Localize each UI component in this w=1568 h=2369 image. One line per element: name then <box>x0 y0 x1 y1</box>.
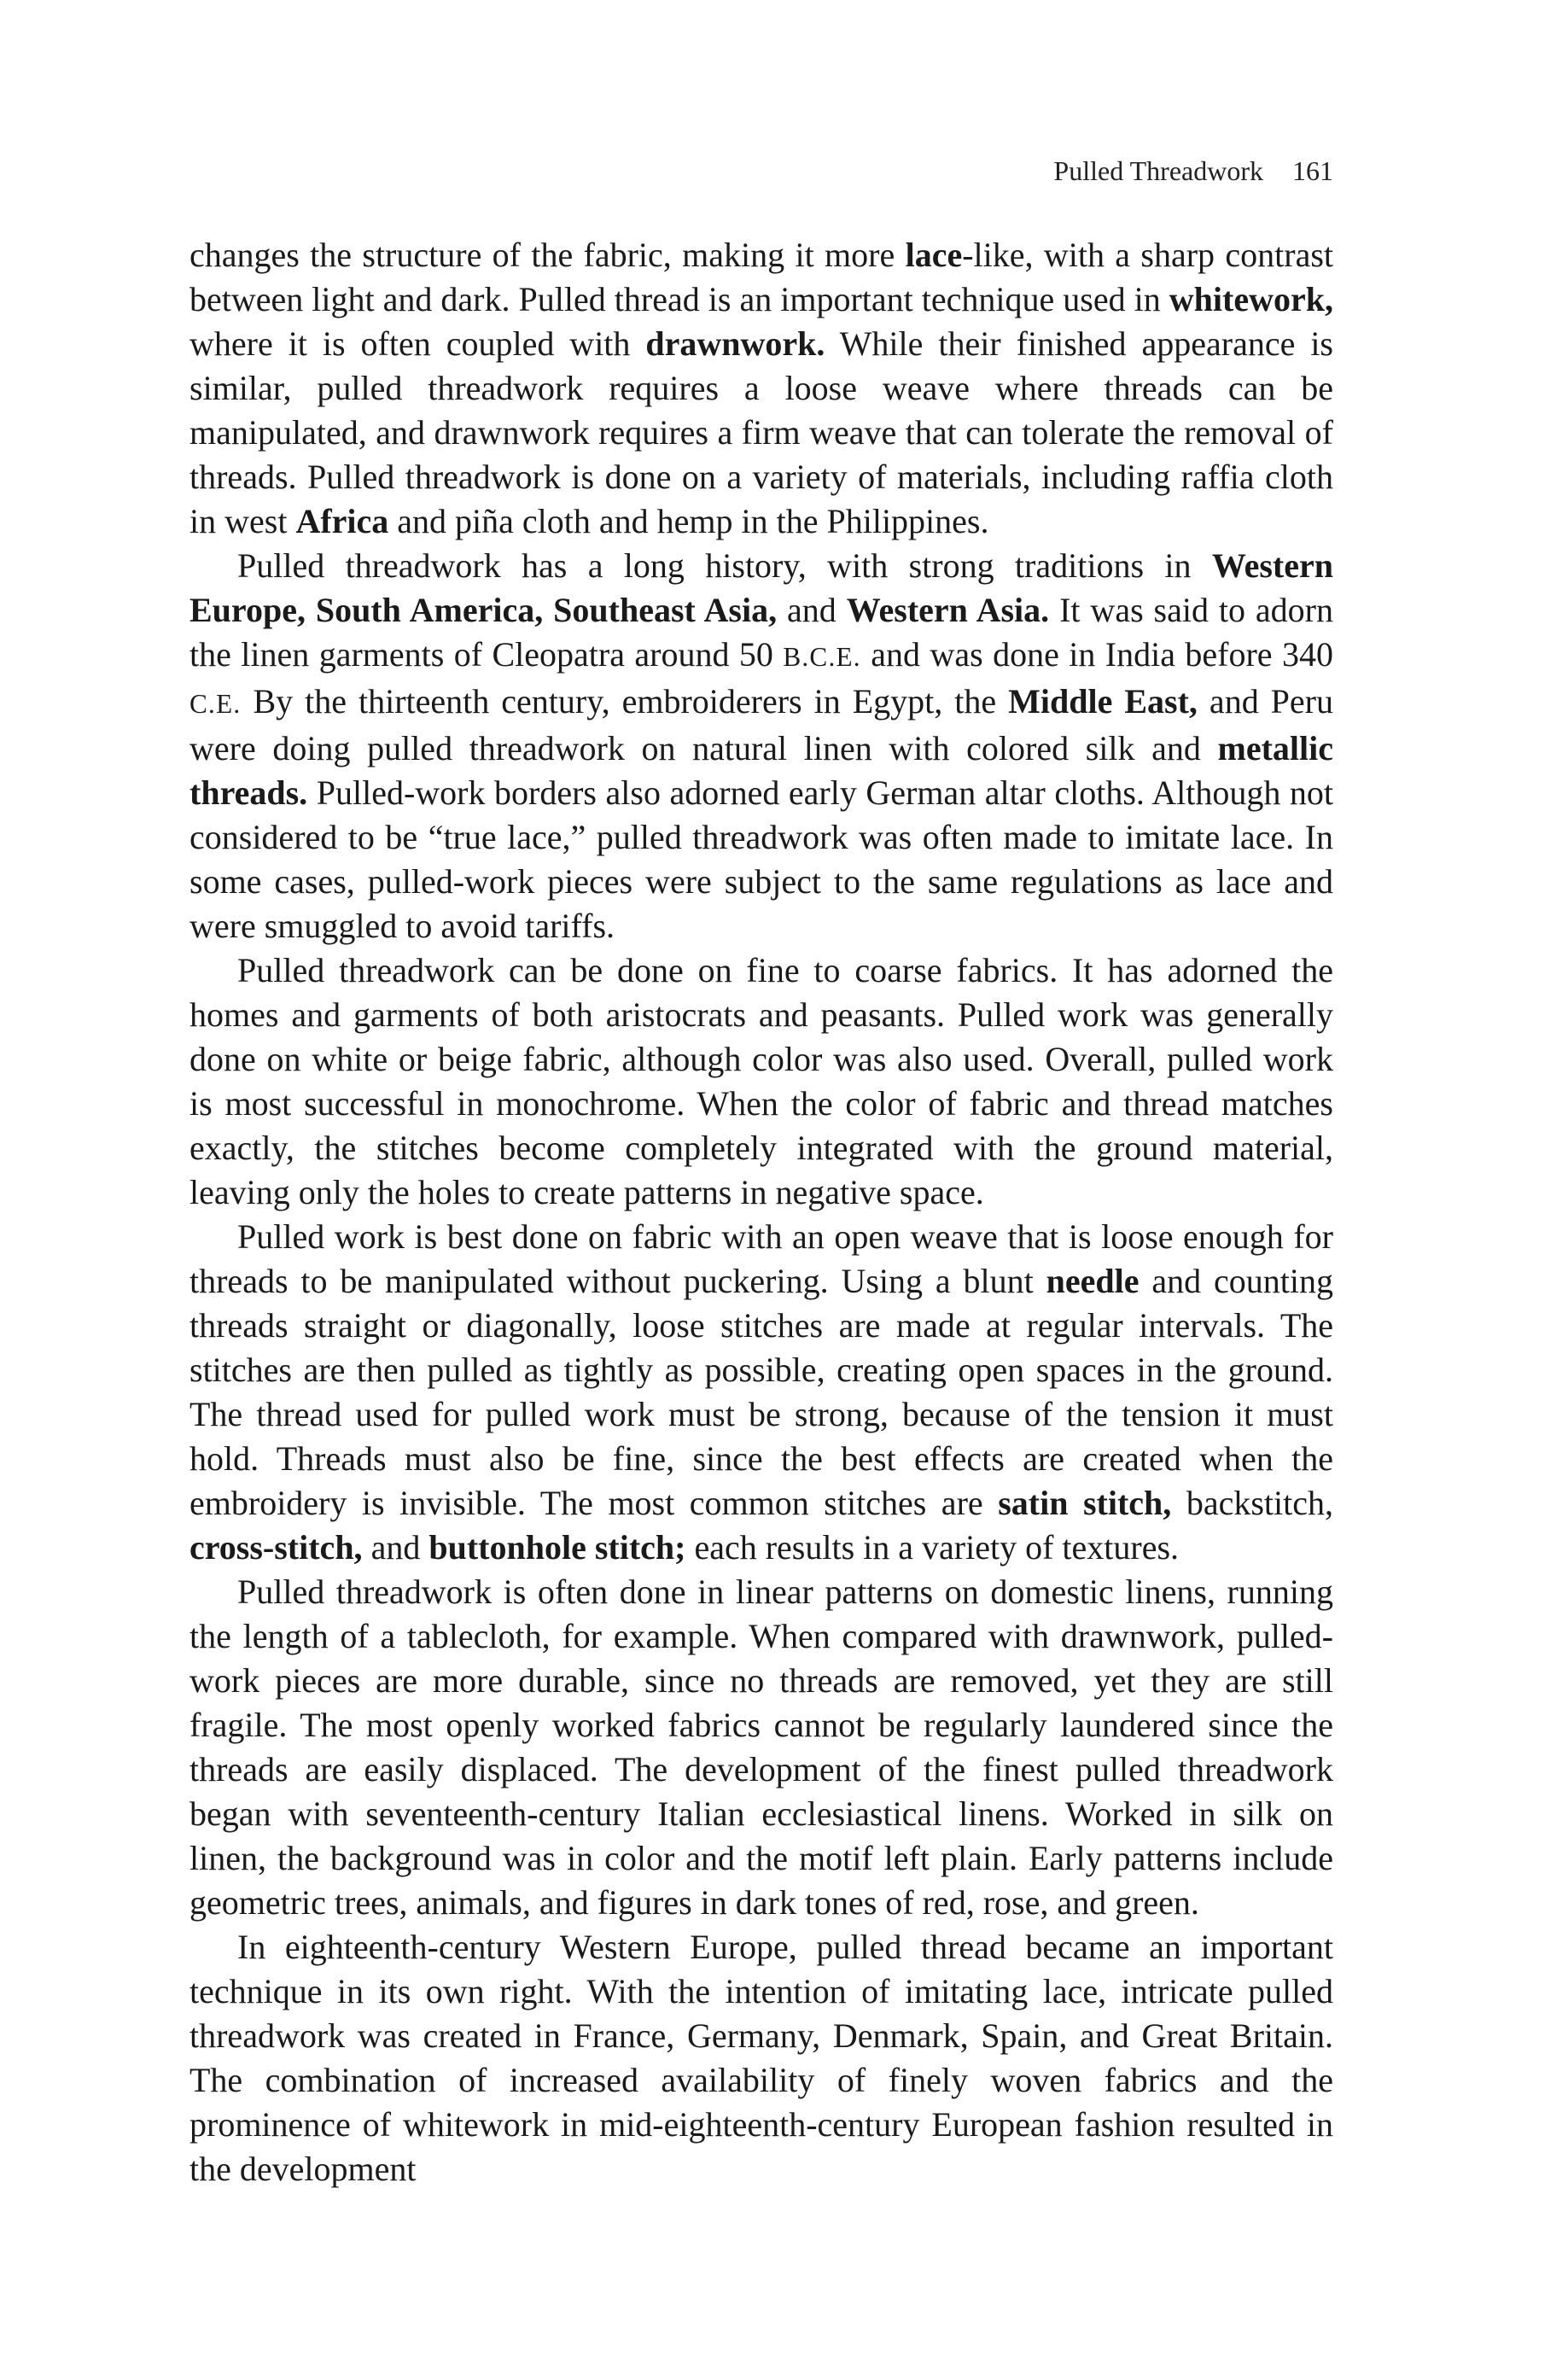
bold-term: satin stitch, <box>998 1484 1172 1522</box>
bold-term: metallic threads. <box>189 729 1333 812</box>
bold-term: Western Asia. <box>846 591 1050 629</box>
text-run: changes the structure of the fabric, making it more <box>189 236 906 274</box>
text-run: Pulled threadwork has a long history, with strong traditions in <box>237 546 1212 585</box>
text-run: In eighteenth-century Western Europe, pulled thread became an important technique in its own right. With the intention of imitating lace, intricate pulled threadwork was created in France, Germany, Denmark, Spain, and Great Britain. The combination of increased availability of finely woven fabrics and the prominence of whitework in mid-eighteenth-century European fashion resulted in the development <box>189 1928 1333 2188</box>
text-run: where it is often coupled with <box>189 324 646 363</box>
small-caps-era: C.E. <box>189 689 242 719</box>
bold-term: Middle East, <box>1008 682 1198 721</box>
text-run: and piña cloth and hemp in the Philippines. <box>388 502 989 540</box>
paragraph-6 <box>189 1925 1333 2191</box>
text-run: By the thirteenth century, embroiderers in Egypt, the <box>241 682 1009 721</box>
paragraph-1 <box>189 233 1333 544</box>
running-head <box>1053 154 1333 188</box>
text-run: Pulled threadwork is often done in linear patterns on domestic linens, running the length of a tablecloth, for example. When compared with drawnwork, pulled-work pieces are more durable, since no threads are removed, yet they are still fragile. The most openly worked fabrics cannot be regularly laundered since the threads are easily displaced. The development of the finest pulled threadwork began with seventeenth-century Italian ecclesiastical linens. Worked in silk on linen, the background was in color and the motif left plain. Early patterns include geometric trees, animals, and figures in dark tones of red, rose, and green. <box>189 1573 1333 1922</box>
bold-term: Western Europe, South America, Southeast Asia, <box>189 546 1333 629</box>
paragraph-2 <box>189 544 1333 948</box>
text-run: Pulled work is best done on fabric with an open weave that is loose enough for threads to be manipulated without puckering. Using a blunt <box>189 1217 1333 1300</box>
body-text <box>189 233 1333 2191</box>
text-run: Pulled threadwork can be done on fine to coarse fabrics. It has adorned the homes and garments of both aristocrats and peasants. Pulled work was generally done on white or beige fabric, although color was also used. Overall, pulled work is most successful in monochrome. When the color of fabric and thread matches exactly, the stitches become completely integrated with the ground material, leaving only the holes to create patterns in negative space. <box>189 951 1333 1211</box>
bold-term: cross-stitch, <box>189 1528 363 1567</box>
running-head-title: Pulled Threadwork <box>1053 155 1263 186</box>
bold-term: buttonhole stitch; <box>428 1528 686 1567</box>
bold-term: lace <box>905 236 963 274</box>
text-run: Pulled-work borders also adorned early German altar cloths. Although not considered to be “true lace,” pulled threadwork was often made to imitate lace. In some cases, pulled-work pieces were subject to the same regulations as lace and were smuggled to avoid tariffs. <box>189 773 1333 945</box>
text-run: and Peru were doing pulled threadwork on natural linen with colored silk and <box>189 682 1334 767</box>
paragraph-5 <box>189 1570 1333 1925</box>
text-run: and counting threads straight or diagonally, loose stitches are made at regular intervals. The stitches are then pulled as tightly as possible, creating open spaces in the ground. The thread used for pulled work must be strong, because of the tension it must hold. Threads must also be fine, since the best effects are created when the embroidery is invisible. The most common stitches are <box>189 1262 1334 1522</box>
paragraph-3 <box>189 948 1333 1215</box>
text-run: While their finished appearance is similar, pulled threadwork requires a loose weave where threads can be manipulated, and drawnwork requires a firm weave that can tolerate the removal of threads. Pulled threadwork is done on a variety of materials, including raffia cloth in west <box>189 324 1333 540</box>
text-run: and <box>362 1528 429 1567</box>
paragraph-4 <box>189 1215 1333 1570</box>
text-run: It was said to adorn the linen garments of Cleopatra around 50 <box>189 591 1334 674</box>
bold-term: drawnwork. <box>645 324 825 363</box>
bold-term: Africa <box>295 502 389 540</box>
text-run: each results in a variety of textures. <box>685 1528 1180 1567</box>
bold-term: whitework, <box>1169 280 1333 318</box>
page-number: 161 <box>1292 155 1333 186</box>
text-run: -like, with a sharp contrast between light and dark. Pulled thread is an important technique used in <box>189 236 1334 318</box>
text-run: backstitch, <box>1171 1484 1334 1522</box>
small-caps-era: B.C.E. <box>783 642 861 672</box>
text-run: and <box>777 591 847 629</box>
text-run: and was done in India before 340 <box>860 635 1333 674</box>
bold-term: needle <box>1046 1262 1140 1300</box>
